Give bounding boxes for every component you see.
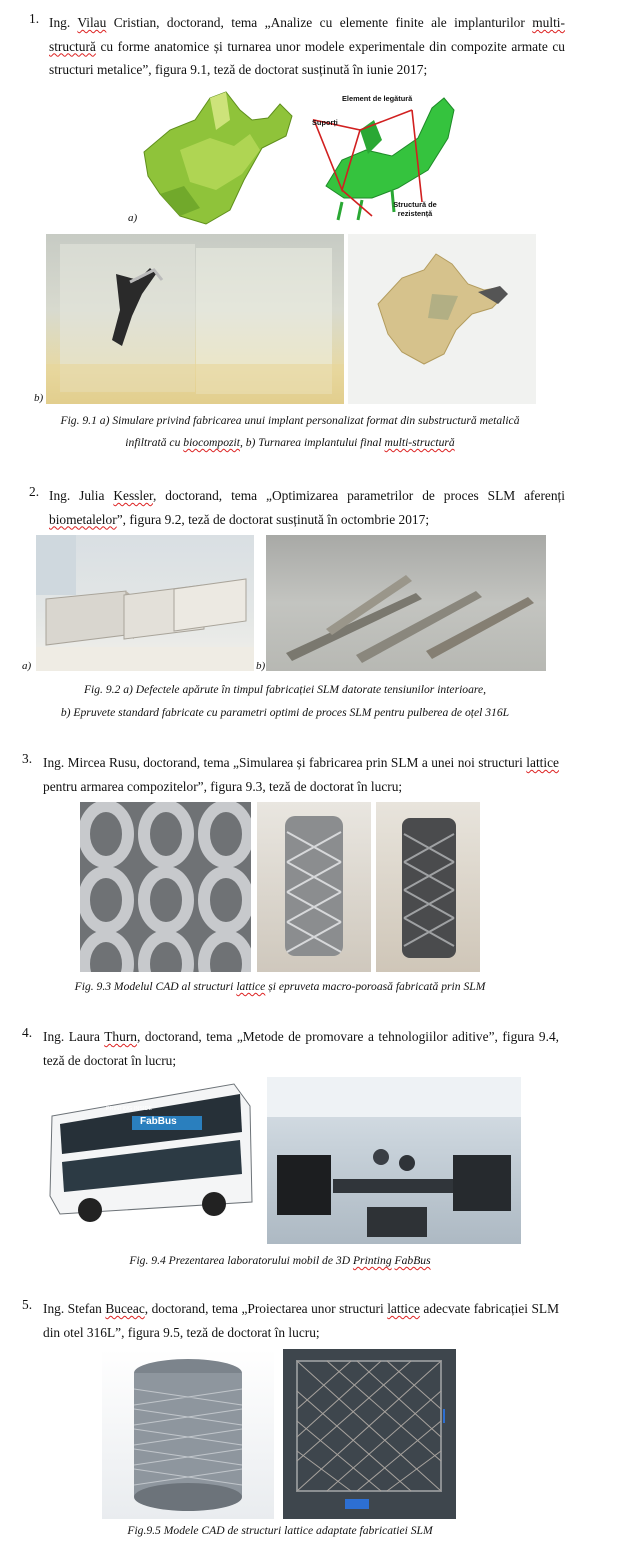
text-run: Ing. Laura [43, 1029, 105, 1044]
text-run: lattice [387, 1301, 420, 1316]
figure-9-5-square-lattice-model [283, 1349, 456, 1519]
caption-run: , b) Turnarea implantului final [239, 436, 385, 449]
caption-run: infiltrată cu [125, 436, 184, 449]
figure-9-2-caption-line-2 [0, 702, 570, 723]
text-run: cu forme anatomice și turnarea unor modele experimentale din compozite armate cu structuri metalice”, figura 9.1, teză de doctorat susținută în iunie 2017; [49, 38, 565, 77]
figure-9-1-a-annotated-model [302, 90, 472, 224]
figure-9-2-caption-line-1 [0, 679, 570, 700]
text-run: Kessler [113, 488, 153, 503]
figure-9-1-b-label: b) [34, 392, 44, 404]
caption-run: Printing [352, 1254, 392, 1267]
annotation-structura-rezistenta: Structură de rezistență [393, 200, 437, 218]
item-3-text [43, 751, 559, 798]
figure-9-1-b-cast-block-photo [46, 234, 344, 404]
caption-run: multi-structură [384, 436, 455, 449]
text-run: Ing. [49, 15, 78, 30]
text-run: adecvate fabricației SLM din otel 316L”, figura 9.5, teză de doctorat în lucru; [43, 1301, 559, 1340]
figure-9-1-caption-line-2 [0, 432, 580, 453]
figure-9-4-lab-interior-photo [267, 1077, 521, 1244]
caption-run: Fig. 9.4 Prezentarea laboratorului mobil de 3D [129, 1254, 353, 1267]
item-5-text [43, 1297, 559, 1344]
bus-text-printing-inside: PRINTING INSIDE [106, 1106, 153, 1112]
text-run: , doctorand, tema „Proiectarea unor structuri [144, 1301, 388, 1316]
text-run: ”, figura 9.2, teză de doctorat susținută în octombrie 2017; [116, 511, 430, 527]
text-run: , doctorand, tema „Metode de promovare a tehnologiilor aditive”, figura 9.4, teză de doctorat în lucru; [43, 1029, 559, 1068]
figure-9-5-caption [0, 1520, 560, 1541]
caption-run: și epruveta macro-poroasă fabricată prin SLM [265, 980, 486, 993]
caption-run: Fig. 9.3 Modelul CAD al structuri [74, 980, 237, 993]
text-run: lattice [526, 755, 559, 770]
text-run: Buceac [105, 1301, 145, 1316]
text-run: Ing. Julia [49, 488, 114, 503]
item-4-number: 4. [22, 1025, 33, 1040]
item-5-number: 5. [22, 1297, 33, 1312]
item-2-number: 2. [29, 484, 40, 499]
caption-run: b) Epruvete standard fabricate cu parametri optimi de proces SLM pentru pulberea de oțel 316L [60, 706, 510, 719]
figure-9-4-fabbus-photo [44, 1076, 262, 1236]
figure-9-2-a-defects-photo [36, 535, 254, 671]
item-1-number: 1. [29, 11, 40, 26]
figure-9-3-cad-lattice-model [80, 802, 251, 972]
caption-run: Fig. 9.2 a) Defectele apărute în timpul fabricației SLM datorate tensiunilor interioare, [83, 683, 487, 696]
text-run: Cristian, doctorand, tema „Analize cu elemente finite ale implanturilor [106, 15, 533, 30]
figure-9-3-lattice-specimen-photo-1 [257, 802, 371, 972]
text-run: biometalelor [49, 511, 117, 527]
figure-9-3-caption [0, 976, 560, 997]
figure-9-4-caption [0, 1250, 560, 1271]
caption-run: Fig.9.5 Modele CAD de structuri lattice adaptate fabricatiei SLM [127, 1524, 433, 1537]
figure-9-1-a-label: a) [128, 212, 138, 224]
text-run: , doctorand, tema „Optimizarea parametrilor de proces SLM aferenți [152, 488, 565, 503]
caption-run: lattice [236, 980, 266, 993]
text-run: Thurn [104, 1029, 137, 1044]
caption-run: FabBus [394, 1254, 431, 1267]
figure-9-1-caption-line-1 [0, 410, 580, 431]
figure-9-1-a-green-model [140, 90, 300, 228]
caption-run: Fig. 9.1 a) Simulare privind fabricarea unui implant personalizat format din substructură metalică [60, 414, 520, 427]
figure-9-5-cylinder-lattice-model [102, 1349, 274, 1519]
item-2-text [49, 484, 565, 531]
figure-9-3-lattice-specimen-photo-2 [376, 802, 480, 972]
text-run: multi-structură [49, 15, 565, 54]
bus-sign-fabbus: FabBus [140, 1116, 177, 1127]
figure-9-2-a-label: a) [22, 660, 32, 672]
item-1-text [49, 11, 565, 82]
annotation-suporti: Suporți [312, 118, 338, 127]
figure-9-1-b-implant-photo [348, 234, 536, 404]
item-3-number: 3. [22, 751, 33, 766]
figure-9-2-b-label: b) [256, 660, 266, 672]
annotation-element-legatura: Element de legătură [342, 94, 413, 103]
text-run: Ing. Mircea Rusu, doctorand, tema „Simularea și fabricarea prin SLM a unei noi structuri [43, 755, 527, 770]
text-run: pentru armarea compozitelor”, figura 9.3, teză de doctorat în lucru; [43, 778, 403, 794]
caption-run: biocompozit [183, 436, 240, 449]
text-run: Vilau [77, 15, 107, 30]
text-run: Ing. Stefan [43, 1301, 106, 1316]
figure-9-2-b-specimens-photo [266, 535, 546, 671]
item-4-text [43, 1025, 559, 1072]
